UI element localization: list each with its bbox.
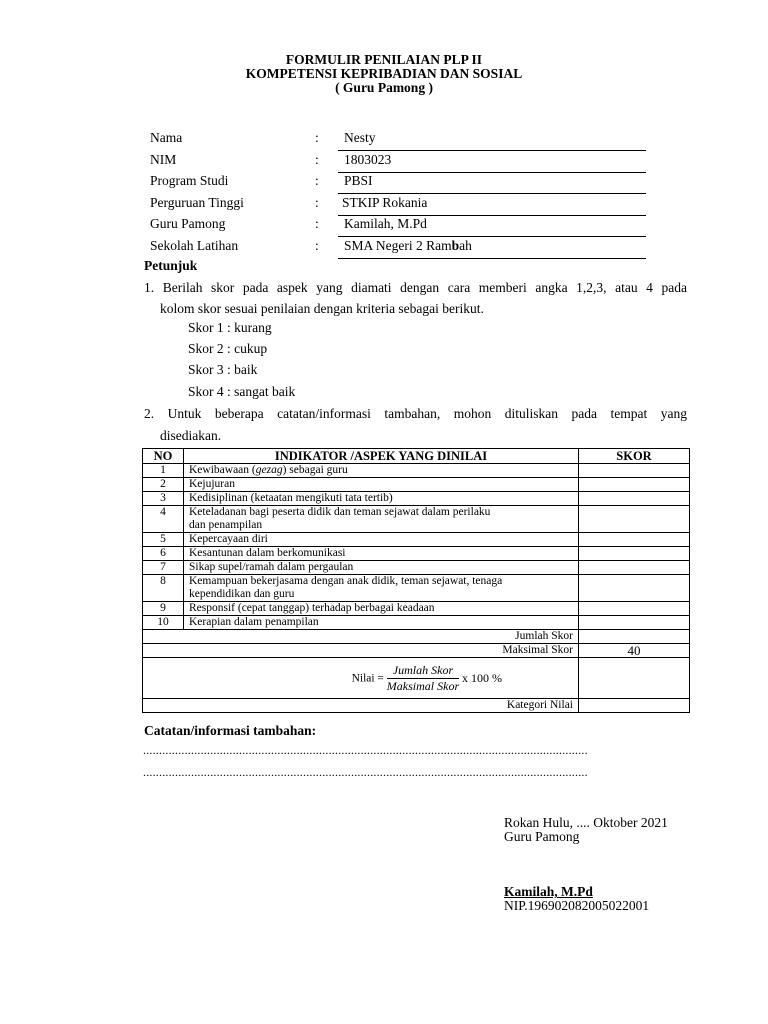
grade-formula [143,658,579,699]
identity-value: SMA Negeri 2 Rambah [344,238,472,253]
identity-value: 1803023 [344,152,392,167]
identity-colon: : [315,238,319,253]
row-number: 7 [143,561,184,575]
signer-role: Guru Pamong [504,829,580,844]
notes-heading: Catatan/informasi tambahan: [144,723,317,738]
score-criteria-1: Skor 1 : kurang [188,320,272,335]
identity-value: Nesty [344,130,376,145]
identity-value: Kamilah, M.Pd [344,216,427,231]
form-role: ( Guru Pamong ) [335,80,433,95]
row-indicator: Responsif (cepat tanggap) terhadap berbagai keadaan [184,602,579,616]
row-indicator: Kedisiplinan (ketaatan mengikuti tata tertib) [184,492,579,506]
identity-label: NIM [150,152,177,167]
signer-nip: NIP.196902082005022001 [504,898,650,913]
total-score-label: Jumlah Skor [143,630,579,644]
score-cell[interactable] [579,533,690,547]
identity-colon: : [315,152,319,167]
grade-category-cell[interactable] [579,699,690,713]
row-indicator: Kesantunan dalam berkomunikasi [184,547,579,561]
table-header-row [143,449,690,464]
table-row [143,478,690,492]
form-subtitle: KOMPETENSI KEPRIBADIAN DAN SOSIAL [245,66,523,81]
score-criteria-3: Skor 3 : baik [188,362,258,377]
max-score-row [143,644,690,658]
grade-fraction [387,663,459,694]
score-criteria-2: Skor 2 : cukup [188,341,268,356]
row-number: 2 [143,478,184,492]
table-row [143,464,690,478]
score-cell[interactable] [579,575,690,602]
table-row [143,506,690,533]
table-row [143,492,690,506]
identity-colon: : [315,195,319,210]
row-number: 4 [143,506,184,533]
score-cell[interactable] [579,547,690,561]
header-no: NO [143,449,184,464]
table-row [143,561,690,575]
table-row [143,616,690,630]
row-indicator: Kerapian dalam penampilan [184,616,579,630]
grade-multiplier: x 100 % [462,670,502,685]
table-row [143,547,690,561]
identity-label: Sekolah Latihan [150,238,239,253]
fraction-numerator: Jumlah Skor [387,663,459,679]
row-number: 9 [143,602,184,616]
row-number: 10 [143,616,184,630]
assessment-table [142,448,690,713]
score-cell[interactable] [579,616,690,630]
row-indicator: Keteladanan bagi peserta didik dan teman sejawat dalam perilaku dan penampilan [184,506,579,533]
max-score-value: 40 [579,644,690,658]
identity-label: Nama [150,130,183,145]
row-number: 8 [143,575,184,602]
row-number: 6 [143,547,184,561]
row-indicator: Sikap supel/ramah dalam pergaulan [184,561,579,575]
row-indicator: Kejujuran [184,478,579,492]
score-cell[interactable] [579,602,690,616]
header-indicator: INDIKATOR /ASPEK YANG DINILAI [184,449,579,464]
identity-colon: : [315,130,319,145]
fraction-denominator: Maksimal Skor [386,678,460,693]
row-indicator: Kepercayaan diri [184,533,579,547]
score-criteria-4: Skor 4 : sangat baik [188,384,296,399]
grade-cell[interactable] [579,658,690,699]
underline [338,236,646,237]
instruction-1-line2: kolom skor sesuai penilaian dengan kriteria sebagai berikut. [160,301,484,316]
total-score-row [143,630,690,644]
identity-label: Perguruan Tinggi [150,195,244,210]
score-cell[interactable] [579,464,690,478]
score-cell[interactable] [579,506,690,533]
identity-value: PBSI [344,173,373,188]
instructions-heading: Petunjuk [144,258,198,273]
identity-colon: : [315,216,319,231]
identity-row-perguruan-tinggi [150,195,646,216]
identity-label: Guru Pamong [150,216,226,231]
table-row [143,602,690,616]
identity-value: STKIP Rokania [342,195,428,210]
grade-category-label: Kategori Nilai [143,699,579,713]
score-cell[interactable] [579,492,690,506]
underline [338,193,646,194]
score-cell[interactable] [579,478,690,492]
identity-colon: : [315,173,319,188]
header-score: SKOR [579,449,690,464]
max-score-label: Maksimal Skor [143,644,579,658]
grade-formula-row [143,658,690,699]
row-number: 3 [143,492,184,506]
identity-row-guru-pamong [150,216,646,237]
notes-line-1[interactable]: ........................................................................................................................................... [143,743,588,757]
notes-line-2[interactable]: ........................................................................................................................................... [143,765,588,779]
row-indicator: Kemampuan bekerjasama dengan anak didik, teman sejawat, tenaga kependidikan dan guru [184,575,579,602]
place-date: Rokan Hulu, .... Oktober 2021 [504,815,668,830]
total-score-cell[interactable] [579,630,690,644]
instruction-1-line1: 1. Berilah skor pada aspek yang diamati dengan cara memberi angka 1,2,3, atau 4 pada [144,280,687,295]
signer-name: Kamilah, M.Pd [504,884,593,899]
row-indicator: Kewibawaan (gezag) sebagai guru [184,464,579,478]
identity-label: Program Studi [150,173,229,188]
score-cell[interactable] [579,561,690,575]
identity-row-nama [150,130,646,151]
underline [338,258,646,259]
row-number: 1 [143,464,184,478]
row-number: 5 [143,533,184,547]
table-row [143,575,690,602]
table-row [143,533,690,547]
grade-label: Nilai = [351,672,384,684]
grade-category-row [143,699,690,713]
form-title: FORMULIR PENILAIAN PLP II [285,52,483,67]
identity-row-program-studi [150,173,646,194]
instruction-2-line2: disediakan. [160,428,222,443]
instruction-2-line1: 2. Untuk beberapa catatan/informasi tambahan, mohon dituliskan pada tempat yang [144,406,687,421]
underline [338,150,646,151]
identity-row-sekolah-latihan [150,238,646,259]
identity-row-nim [150,152,646,173]
